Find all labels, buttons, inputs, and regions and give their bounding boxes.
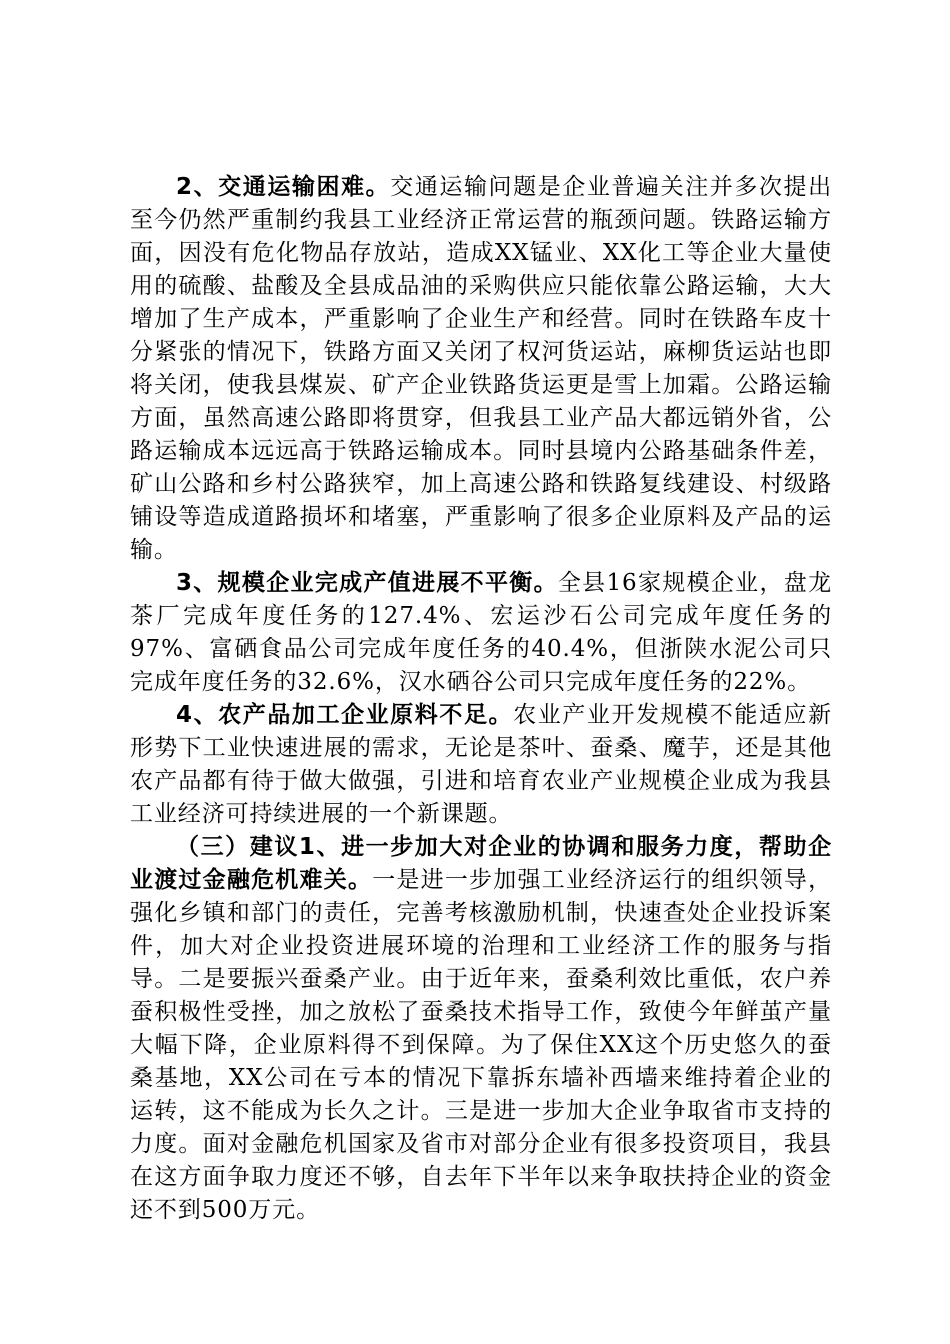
paragraph-body: 一是进一步加强工业经济运行的组织领导，强化乡镇和部门的责任，完善考核激励机制，快速查处企业投诉案件，加大对企业投资进展环境的治理和工业经济工作的服务与指导。二是要振兴蚕桑产业。由于近年来，蚕桑利效比重低，农户养蚕积极性受挫，加之放松了蚕桑技术指导工作，致使今年鲜茧产量大幅下降，企业原料得不到保障。为了保住XX这个历史悠久的蚕桑基地，XX公司在亏本的情况下靠拆东墙补西墙来维持着企业的运转，这不能成为长久之计。三是进一步加大企业争取省市支持的力度。面对金融危机国家及省市对部分企业有很多投资项目，我县在这方面争取力度还不够，自去年下半年以来争取扶持企业的资金还不到500万元。: [130, 867, 833, 1223]
paragraph-body: 交通运输问题是企业普遍关注并多次提出至今仍然严重制约我县工业经济正常运营的瓶颈问题。铁路运输方面，因没有危化物品存放站，造成XX锰业、XX化工等企业大量使用的硫酸、盐酸及全县成品油的采购供应只能依靠公路运输，大大增加了生产成本，严重影响了企业生产和经营。同时在铁路车皮十分紧张的情况下，铁路方面又关闭了权河货运站，麻柳货运站也即将关闭，使我县煤炭、矿产企业铁路货运更是雪上加霜。公路运输方面，虽然高速公路即将贯穿，但我县工业产品大都远销外省，公路运输成本远远高于铁路运输成本。同时县境内公路基础条件差，矿山公路和乡村公路狭窄，加上高速公路和铁路复线建设、村级路铺设等造成道路损坏和堵塞，严重影响了很多企业原料及产品的运输。: [130, 174, 832, 563]
paragraph-heading: （三）建议1、进一步加大对企业的协调和服务力度，帮助企业渡过金融危机难关。: [130, 834, 832, 893]
paragraph-body: 农业产业开发规模不能适应新形势下工业快速进展的需求，无论是茶叶、蚕桑、魔芋，还是其他农产品都有待于做大做强，引进和培育农业产业规模企业成为我县工业经济可持续进展的一个新课题。: [130, 702, 833, 827]
paragraph-body: 全县16家规模企业，盘龙茶厂完成年度任务的127.4%、宏运沙石公司完成年度任务的97%、富硒食品公司完成年度任务的40.4%，但浙陕水泥公司只完成年度任务的32.6%，汉水硒谷公司只完成年度任务的22%。: [130, 570, 832, 695]
paragraph-transport: [130, 171, 832, 567]
paragraph-heading: 4、农产品加工企业原料不足。: [176, 702, 514, 728]
paragraph-heading: 2、交通运输困难。: [176, 174, 391, 200]
paragraph-output-imbalance: [130, 567, 832, 699]
paragraph-raw-materials: [130, 699, 832, 831]
document-page: [130, 171, 832, 1227]
paragraph-heading: 3、规模企业完成产值进展不平衡。: [176, 570, 558, 596]
paragraph-suggestions: [130, 831, 832, 1227]
